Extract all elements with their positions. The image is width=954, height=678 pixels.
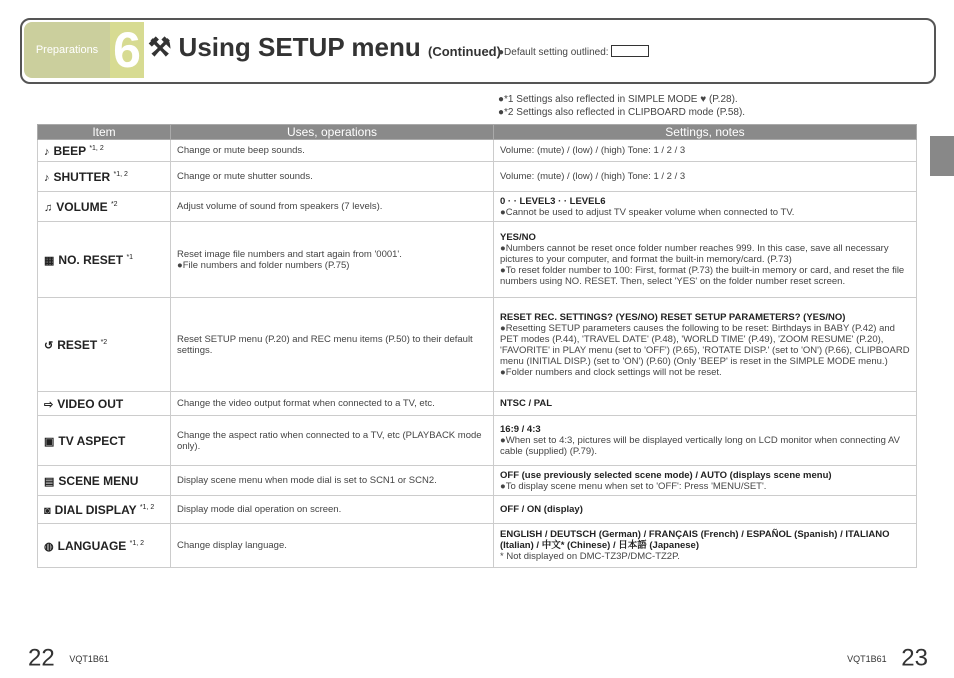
item-cell <box>38 298 171 392</box>
uses-text: Display scene menu when mode dial is set to SCN1 or SCN2. <box>177 475 437 486</box>
side-tab <box>930 136 954 176</box>
col-uses: Uses, operations <box>171 125 494 140</box>
footnote-2: ●*2 Settings also reflected in CLIPBOARD mode (P.58). <box>498 107 746 118</box>
item-name: SCENE MENU <box>58 474 139 488</box>
table-row <box>38 298 917 392</box>
uses-text: Reset SETUP menu (P.20) and REC menu items (P.50) to their default settings. <box>177 333 473 356</box>
item-cell <box>38 140 171 162</box>
item-cell <box>38 496 171 524</box>
table-row <box>38 140 917 162</box>
uses-cell <box>171 222 494 298</box>
table-row <box>38 392 917 416</box>
settings-cell <box>494 524 917 568</box>
uses-text: Display mode dial operation on screen. <box>177 504 342 515</box>
item-cell <box>38 416 171 466</box>
settings-cell <box>494 222 917 298</box>
col-item: Item <box>38 125 171 140</box>
uses-text: Change the aspect ratio when connected to a TV, etc (PLAYBACK mode only). <box>177 429 482 452</box>
item-cell <box>38 524 171 568</box>
outline-box <box>611 45 649 57</box>
item-name: DIAL DISPLAY <box>54 503 137 517</box>
footer-right <box>839 644 928 673</box>
setting-icon: ↺ <box>44 340 54 352</box>
left-code: VQT1B61 <box>69 653 109 664</box>
settings-cell <box>494 298 917 392</box>
item-cell <box>38 392 171 416</box>
setup-table <box>37 124 917 568</box>
settings-options: YES/NO <box>500 232 536 243</box>
settings-note: ●Resetting SETUP parameters causes the following to be reset: Birthdays in BABY (P.42) and PET modes (P.44), 'TRAVEL DATE' (P.48), 'WORLD TIME' (P.49), 'ZOOM RESUME' (P.20), 'FAVORITE' in PLAY menu (set to 'OFF') (P.65), 'ROTATE DISP.' (set to 'ON') (P.66), CLIPBOARD menu (INITIAL DISP.) (set to 'ON') (P.60) (Only 'BEEP' is reset in the SIMPLE MODE menu.) <box>500 322 910 367</box>
uses-text: Adjust volume of sound from speakers (7 levels). <box>177 201 383 212</box>
uses-cell <box>171 524 494 568</box>
settings-options: OFF (use previously selected scene mode) / AUTO (displays scene menu) <box>500 469 832 481</box>
uses-text: Change display language. <box>177 540 287 551</box>
item-name: BEEP <box>53 144 86 158</box>
settings-note: Volume: (mute) / (low) / (high) Tone: 1 / 2 / 3 <box>500 171 686 182</box>
uses-cell <box>171 162 494 192</box>
footnotes <box>498 93 745 119</box>
item-name: VIDEO OUT <box>57 397 124 411</box>
settings-note: Volume: (mute) / (low) / (high) Tone: 1 / 2 / 3 <box>500 145 686 156</box>
settings-note: ●To display scene menu when set to 'OFF': Press 'MENU/SET'. <box>500 480 767 492</box>
uses-cell <box>171 192 494 222</box>
settings-options: OFF / ON (display) <box>500 504 583 515</box>
settings-cell <box>494 416 917 466</box>
title-suffix: (Continued) <box>428 44 501 59</box>
default-note-text: ●Default setting outlined: <box>498 47 609 58</box>
setting-icon: ♪ <box>44 146 50 158</box>
wrench-icon: ⚒ <box>148 32 172 62</box>
item-name: RESET <box>57 338 98 352</box>
section-tab: Preparations <box>24 22 110 78</box>
settings-cell <box>494 496 917 524</box>
settings-note: ●Numbers cannot be reset once folder number reaches 999. In this case, save all necessary pictures to your computer, and format the built-in memory/card. (P.73) <box>500 243 889 265</box>
uses-text: Change the video output format when connected to a TV, etc. <box>177 398 435 409</box>
table-row <box>38 466 917 496</box>
item-footnote: *2 <box>110 201 118 208</box>
setting-icon: ▣ <box>44 436 55 448</box>
setting-icon: ▦ <box>44 255 55 267</box>
uses-note: ●File numbers and folder numbers (P.75) <box>177 259 350 271</box>
right-code: VQT1B61 <box>847 653 887 664</box>
uses-text: Change or mute shutter sounds. <box>177 171 313 182</box>
uses-cell <box>171 298 494 392</box>
footer-left <box>28 644 117 673</box>
item-name: SHUTTER <box>53 170 111 184</box>
title-text: Using SETUP menu <box>178 32 421 62</box>
chapter-number: 6 <box>110 22 144 78</box>
default-note <box>498 45 649 58</box>
item-footnote: *1 <box>126 254 134 261</box>
settings-options: 0 · · LEVEL3 · · LEVEL6 <box>500 195 606 207</box>
uses-cell <box>171 466 494 496</box>
item-footnote: *1, 2 <box>113 171 128 178</box>
settings-note: * Not displayed on DMC-TZ3P/DMC-TZ2P. <box>500 551 680 562</box>
uses-cell <box>171 140 494 162</box>
item-cell <box>38 466 171 496</box>
table-row <box>38 162 917 192</box>
page-title <box>148 32 501 63</box>
setting-icon: ◍ <box>44 541 54 553</box>
table-header <box>38 125 917 140</box>
settings-note: ●When set to 4:3, pictures will be displayed vertically long on LCD monitor when connecting AV cable (supplied) (P.79). <box>500 435 901 457</box>
uses-text: Reset image file numbers and start again from '0001'. <box>177 248 402 260</box>
settings-options: 16:9 / 4:3 <box>500 424 541 435</box>
item-cell <box>38 192 171 222</box>
col-settings: Settings, notes <box>494 125 917 140</box>
settings-cell <box>494 162 917 192</box>
setting-icon: ♪ <box>44 172 50 184</box>
settings-cell <box>494 192 917 222</box>
item-name: LANGUAGE <box>57 539 127 553</box>
settings-note-2: ●To reset folder number to 100: First, format (P.73) the built-in memory or card, and reset the file numbers using NO. RESET. Then, select 'YES' on the folder number reset screen. <box>500 265 905 287</box>
item-name: TV ASPECT <box>58 434 126 448</box>
footnote-1: ●*1 Settings also reflected in SIMPLE MODE ♥ (P.28). <box>498 94 738 105</box>
setting-icon: ♫ <box>44 202 53 214</box>
settings-options: RESET REC. SETTINGS? (YES/NO) RESET SETUP PARAMETERS? (YES/NO) <box>500 311 846 323</box>
table-row <box>38 416 917 466</box>
settings-options: NTSC / PAL <box>500 398 553 409</box>
uses-text: Change or mute beep sounds. <box>177 145 305 156</box>
right-page-number: 23 <box>901 644 928 672</box>
table-row <box>38 192 917 222</box>
uses-cell <box>171 392 494 416</box>
setting-icon: ▤ <box>44 476 55 488</box>
settings-cell <box>494 140 917 162</box>
item-cell <box>38 222 171 298</box>
item-footnote: *1, 2 <box>89 145 104 152</box>
settings-cell <box>494 392 917 416</box>
item-name: NO. RESET <box>58 253 124 267</box>
item-footnote: *1, 2 <box>129 540 145 547</box>
table-row <box>38 496 917 524</box>
uses-cell <box>171 416 494 466</box>
uses-cell <box>171 496 494 524</box>
setting-icon: ⇨ <box>44 399 54 411</box>
setting-icon: ◙ <box>44 505 51 517</box>
item-footnote: *1, 2 <box>139 504 155 511</box>
settings-options: ENGLISH / DEUTSCH (German) / FRANÇAIS (French) / ESPAÑOL (Spanish) / ITALIANO (Italian) / 中文* (Chinese) / 日本語 (Japanese) <box>500 529 890 551</box>
table-row <box>38 222 917 298</box>
settings-note-2: ●Folder numbers and clock settings will not be reset. <box>500 366 722 378</box>
table-row <box>38 524 917 568</box>
settings-cell <box>494 466 917 496</box>
item-cell <box>38 162 171 192</box>
item-name: VOLUME <box>56 200 108 214</box>
settings-note: ●Cannot be used to adjust TV speaker volume when connected to TV. <box>500 206 795 218</box>
left-page-number: 22 <box>28 644 55 672</box>
item-footnote: *2 <box>100 339 108 346</box>
